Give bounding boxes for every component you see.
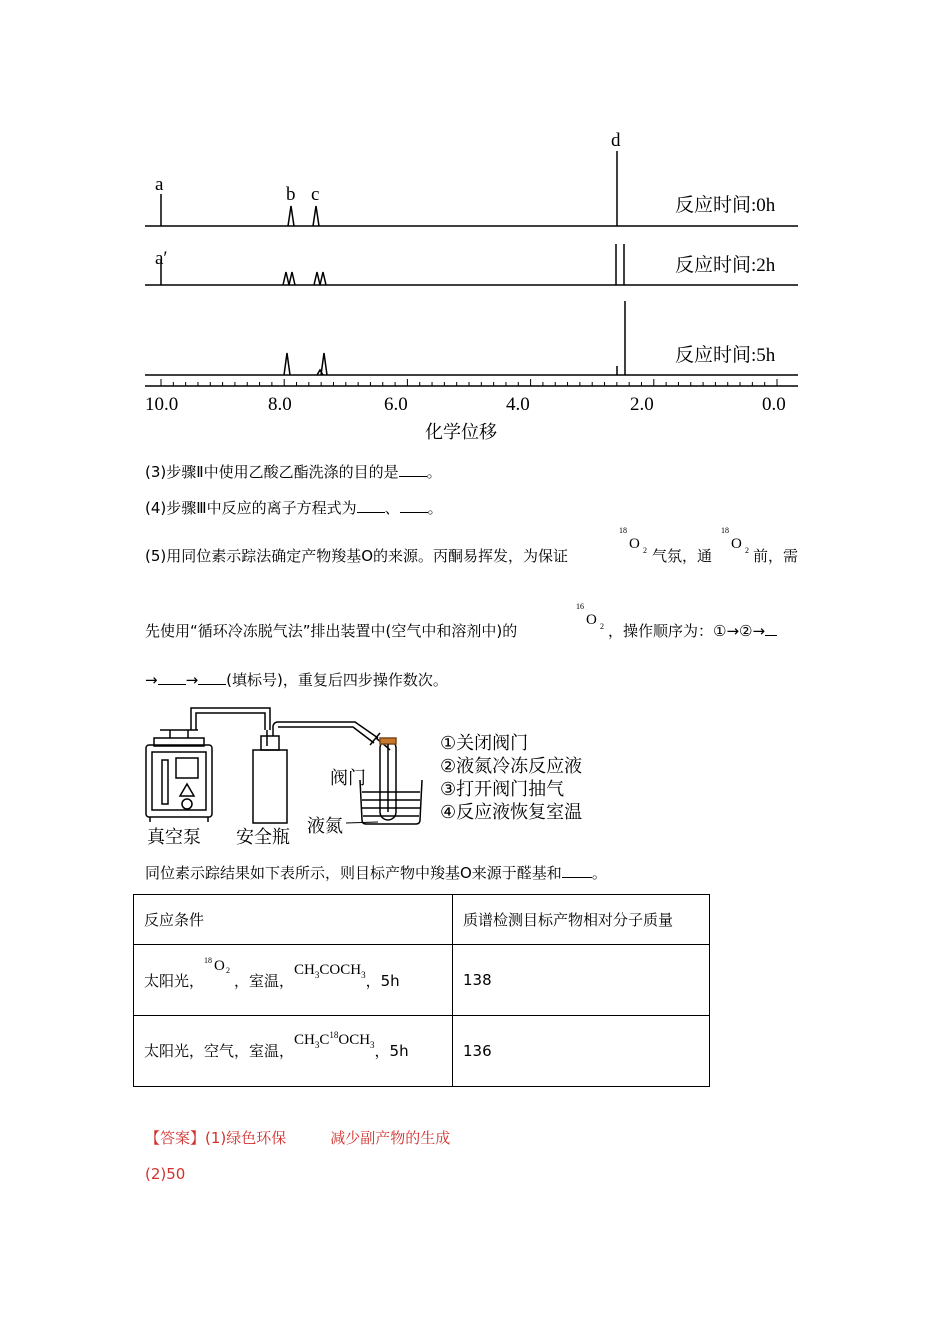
- tick-label-10: 10.0: [145, 394, 179, 415]
- question-5-line2a: 先使用“循环冷冻脱气法”排出装置中(空气中和溶剂中)的: [145, 622, 518, 640]
- peaks-2h: [161, 244, 624, 285]
- table-cell: 太阳光， 18 O 2 ，室温，$CH_3COCH_3$，5h: [134, 945, 453, 1016]
- answer-blank[interactable]: [357, 498, 385, 513]
- table-cell: 136: [453, 1016, 710, 1087]
- operation-steps: [440, 732, 582, 824]
- trace-label-0h: 反应时间:0h: [675, 195, 776, 216]
- beaker-drawing: [360, 738, 422, 824]
- question-4-text: (4)步骤Ⅲ中反应的离子方程式为: [145, 499, 357, 517]
- peak-label-a-prime: a′: [155, 248, 168, 269]
- nmr-spectrum: [140, 120, 810, 450]
- question-5-part3: 前，需: [753, 547, 799, 565]
- answer-blank[interactable]: [158, 670, 186, 685]
- peak-label-d: d: [611, 130, 621, 151]
- vacuum-pump-drawing: [146, 708, 270, 822]
- table-row: [134, 945, 710, 1016]
- isotope-18o2-b: 18 O 2: [721, 526, 749, 555]
- isotope-18o2-a: 18 O 2: [619, 526, 647, 555]
- acetone-formula: $CH_3COCH_3$: [294, 962, 366, 980]
- question-3: (3)步骤Ⅱ中使用乙酸乙酯洗涤的目的是 。: [145, 463, 442, 481]
- connection-tube: [300, 722, 378, 743]
- answer-blank[interactable]: [198, 670, 226, 685]
- tick-label-8: 8.0: [268, 394, 292, 415]
- table-header: 反应条件: [134, 895, 453, 945]
- liquid-nitrogen-label: 液氮: [307, 816, 343, 837]
- table-row: [134, 1016, 710, 1087]
- liquid-nitrogen-pointer: [346, 822, 378, 823]
- table-header-row: [134, 895, 710, 945]
- answer-tag: 【答案】: [145, 1129, 206, 1147]
- tick-label-4: 4.0: [506, 394, 530, 415]
- isotope-result-table: [133, 894, 710, 1087]
- question-3-text: (3)步骤Ⅱ中使用乙酸乙酯洗涤的目的是: [145, 463, 399, 481]
- peaks-0h: [161, 151, 617, 226]
- peak-label-c: c: [311, 184, 320, 205]
- table-cell: 太阳光，空气，室温，$CH_3C^{18}OCH_3$，5h: [134, 1016, 453, 1087]
- answer-blank[interactable]: [562, 863, 592, 878]
- answer-line-2: (2)50: [145, 1165, 186, 1183]
- step-3: ③打开阀门抽气: [440, 779, 565, 800]
- question-4: (4)步骤Ⅲ中反应的离子方程式为 、 。: [145, 499, 443, 517]
- answer-line-1: 【答案】(1)绿色环保 减少副产物的生成: [145, 1129, 451, 1147]
- table-header: 质谱检测目标产物相对分子质量: [453, 895, 710, 945]
- tick-label-0: 0.0: [762, 394, 786, 415]
- tick-label-2: 2.0: [630, 394, 654, 415]
- answer-blank[interactable]: [400, 498, 428, 513]
- question-5-line2b: ，操作顺序为：①→②→: [608, 621, 777, 641]
- vacuum-pump-label: 真空泵: [147, 827, 201, 848]
- x-axis-ticks: [161, 379, 777, 386]
- answer-blank[interactable]: [765, 621, 777, 636]
- question-5-part1: (5)用同位素示踪法确定产物羧基O的来源。丙酮易挥发，为保证: [145, 547, 569, 565]
- step-4: ④反应液恢复室温: [440, 802, 583, 823]
- step-2: ②液氮冷冻反应液: [440, 756, 583, 777]
- tick-label-6: 6.0: [384, 394, 408, 415]
- question-5-line3: → → (填标号)，重复后四步操作数次。: [145, 671, 448, 689]
- labeled-acetone-formula: $CH_3C^{18}OCH_3$: [294, 1030, 375, 1050]
- answer-blank[interactable]: [399, 462, 427, 477]
- isotope-16o2: 16 O 2: [576, 602, 604, 631]
- isotope-18o2: 18 O 2: [204, 956, 231, 975]
- question-5-part2: 气氛，通: [652, 547, 713, 565]
- trace-label-2h: 反应时间:2h: [675, 255, 776, 276]
- safety-bottle-drawing: [253, 722, 300, 823]
- trace-label-5h: 反应时间:5h: [675, 345, 776, 366]
- step-1: ①关闭阀门: [440, 733, 529, 754]
- peak-label-a: a: [155, 174, 164, 195]
- table-cell: 138: [453, 945, 710, 1016]
- peaks-5h: [284, 301, 625, 375]
- peak-label-b: b: [286, 184, 296, 205]
- x-axis-label: 化学位移: [425, 422, 497, 443]
- safety-bottle-label: 安全瓶: [236, 827, 290, 848]
- valve-label: 阀门: [330, 768, 366, 789]
- result-intro: 同位素示踪结果如下表所示，则目标产物中羧基O来源于醛基和 。: [145, 864, 607, 882]
